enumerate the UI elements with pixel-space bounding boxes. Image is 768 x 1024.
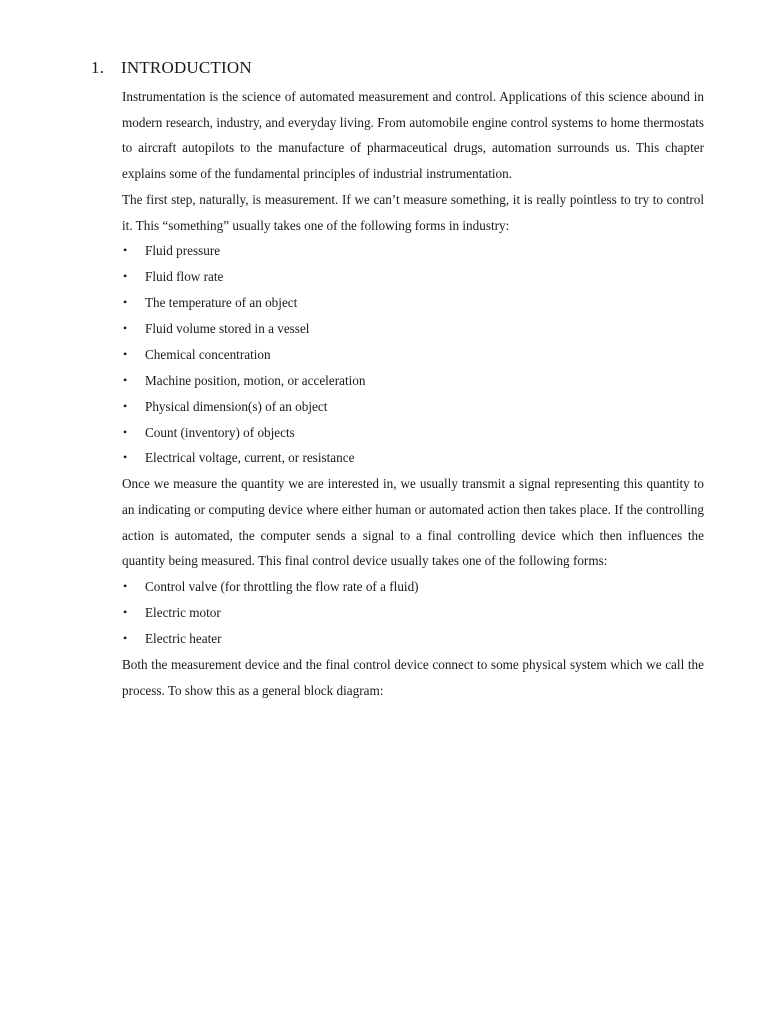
intro-paragraph: Instrumentation is the science of automated measurement and control. Applications of this science abound in modern research, industry, and everyday living. From automobile engine control systems to home thermostats to aircraft autopilots to the manufacture of pharmaceutical drugs, automation surrounds us. This chapter explains some of the fundamental principles of industrial instrumentation. xyxy=(122,89,704,182)
section-title: INTRODUCTION xyxy=(121,58,252,77)
control-devices-list xyxy=(122,574,704,652)
list-item: • Fluid flow rate xyxy=(122,264,704,290)
list-item: • Electric motor xyxy=(122,600,704,626)
bullet-icon: • xyxy=(123,243,128,258)
list-item: • Fluid volume stored in a vessel xyxy=(122,316,704,342)
process-paragraph: Both the measurement device and the final control device connect to some physical system which we call the process. To show this as a general block diagram: xyxy=(122,656,704,698)
transmission-paragraph: Once we measure the quantity we are interested in, we usually transmit a signal representing this quantity to an indicating or computing device where either human or automated action then takes place. If the controlling action is automated, the computer sends a signal to a final controlling device which then influences the quantity being measured. This final control device usually takes one of the following forms: xyxy=(122,476,704,569)
list-item: • Machine position, motion, or acceleration xyxy=(122,368,704,394)
bullet-icon: • xyxy=(123,579,128,594)
list-item: • Electric heater xyxy=(122,626,704,652)
list-item: • Count (inventory) of objects xyxy=(122,420,704,446)
bullet-icon: • xyxy=(123,450,128,465)
bullet-icon: • xyxy=(123,372,128,387)
list-item: • Fluid pressure xyxy=(122,238,704,264)
measurement-paragraph: The first step, naturally, is measurement. If we can’t measure something, it is really pointless to try to control it. This “something” usually takes one of the following forms in industry: xyxy=(122,191,704,233)
list-item: • Control valve (for throttling the flow rate of a fluid) xyxy=(122,574,704,600)
bullet-icon: • xyxy=(123,320,128,335)
bullet-icon: • xyxy=(123,605,128,620)
list-item: • Electrical voltage, current, or resistance xyxy=(122,445,704,471)
section-number: 1. xyxy=(91,58,105,77)
list-item: • The temperature of an object xyxy=(122,290,704,316)
section-body xyxy=(122,84,704,703)
list-item: • Physical dimension(s) of an object xyxy=(122,394,704,420)
bullet-icon: • xyxy=(123,631,128,645)
list-item: • Chemical concentration xyxy=(122,342,704,368)
bullet-icon: • xyxy=(123,295,128,310)
bullet-icon: • xyxy=(123,346,128,361)
section-heading xyxy=(91,58,252,78)
measured-quantities-list xyxy=(122,238,704,471)
bullet-icon: • xyxy=(123,398,128,413)
bullet-icon: • xyxy=(123,269,128,284)
bullet-icon: • xyxy=(123,424,128,439)
